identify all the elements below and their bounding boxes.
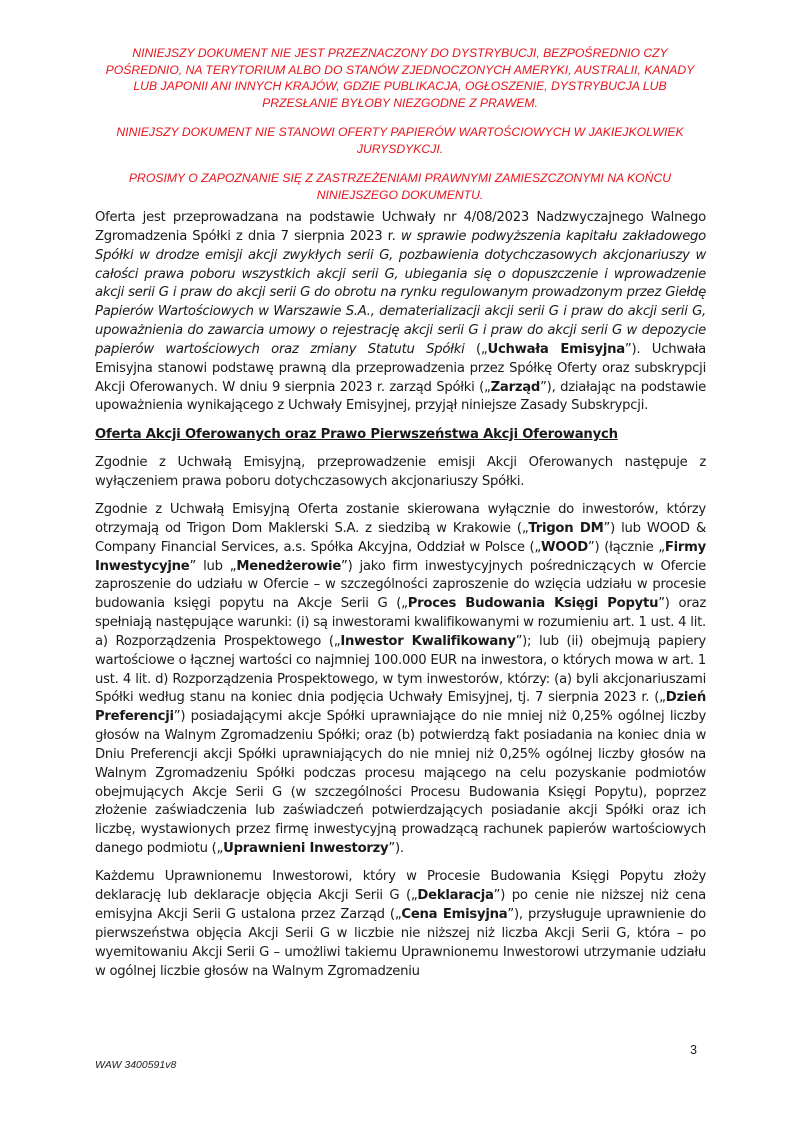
defined-term: Uprawnieni Inwestorzy bbox=[223, 841, 389, 857]
paragraph-priority-right: Każdemu Uprawnionemu Inwestorowi, który w Procesie Budowania Księgi Popytu złoży deklarację lub deklaracje objęcia Akcji Serii G („Deklaracja”) po cenie nie niższej niż cena emisyjna Akcji Serii G ustalona przez Zarząd („Cena Emisyjna”), przysługuje uprawnienie do pierwszeństwa objęcia Akcji Serii G w liczbie nie niższej niż liczba Akcji Serii G, która – po wyemitowaniu Akcji Serii G – umożliwi takiemu Uprawnionemu Inwestorowi utrzymanie udziału w ogólnej liczbie głosów na Walnym Zgromadzeniu bbox=[95, 869, 706, 979]
page-number: 3 bbox=[690, 1043, 697, 1057]
defined-term: Dzień Preferencji bbox=[95, 690, 706, 725]
defined-term: Cena Emisyjna bbox=[401, 907, 508, 923]
paragraph-resolution: Oferta jest przeprowadzana na podstawie Uchwały nr 4/08/2023 Nadzwyczajnego Walnego Zgromadzenia Spółki z dnia 7 sierpnia 2023 r. w sprawie podwyższenia kapitału zakładowego Spółki w drodze emisji akcji zwykłych serii G, pozbawienia dotychczasowych akcjonariuszy w całości prawa poboru wszystkich akcji serii G, ubiegania się o dopuszczenie i wprowadzenie akcji serii G i praw do akcji serii G do obrotu na rynku regulowanym prowadzonym przez Giełdę Papierów Wartościowych w Warszawie S.A., dematerializacji akcji serii G i praw do akcji serii G, upoważnienia do zawarcia umowy o rejestrację akcji serii G i praw do akcji serii G w depozycie papierów wartościowych oraz zmiany Statutu Spółki („Uchwała Emisyjna”). Uchwała Emisyjna stanowi podstawę prawną dla przeprowadzenia przez Spółkę Oferty oraz subskrypcji Akcji Oferowanych. W dniu 9 sierpnia 2023 r. zarząd Spółki („Zarząd”), działając na podstawie upoważnienia wynikającego z Uchwały Emisyjnej, przyjął niniejsze Zasady Subskrypcji. bbox=[95, 210, 707, 414]
defined-term: Firmy Inwestycyjne bbox=[95, 539, 706, 574]
resolution-title: w sprawie podwyższenia kapitału zakładowego Spółki w drodze emisji akcji zwykłych serii G, pozbawienia dotychczasowych akcjonariuszy w całości prawa poboru wszystkich akcji serii G, ubiegania się o dopuszczenie i wprowadzenie akcji serii G i praw do akcji serii G do obrotu na rynku regulowanym prowadzonym przez Giełdę Papierów Wartościowych w Warszawie S.A., dematerializacji akcji serii G i praw do akcji serii G, upoważnienia do zawarcia umowy o rejestrację akcji serii G i praw do akcji serii G w depozycie papierów wartościowych oraz zmiany Statutu Spółki bbox=[95, 228, 706, 357]
no-offer-notice: NINIEJSZY DOKUMENT NIE STANOWI OFERTY PAPIERÓW WARTOŚCIOWYCH W JAKIEJKOLWIEK JURYSDYKCJI. bbox=[116, 125, 684, 156]
defined-term: WOOD bbox=[540, 539, 588, 555]
paragraph-offer-addressees: Zgodnie z Uchwałą Emisyjną Oferta zostanie skierowana wyłącznie do inwestorów, którzy otrzymają od Trigon Dom Maklerski S.A. z siedzibą w Krakowie („Trigon DM”) lub WOOD & Company Financial Services, a.s. Spółka Akcyjna, Oddział w Polsce („WOOD”) (łącznie „Firmy Inwestycyjne” lub „Menedżerowie”) jako firm inwestycyjnych pośredniczących w Ofercie zaproszenie do udziału w Ofercie – w szczególności zaproszenie do wzięcia udziału w procesie budowania księgi popytu na Akcje Serii G („Proces Budowania Księgi Popytu”) oraz spełniają następujące warunki: (i) są inwestorami kwalifikowanymi w rozumieniu art. 1 ust. 4 lit. a) Rozporządzenia Prospektowego („Inwestor Kwalifikowany”); lub (ii) obejmują papiery wartościowe o łącznej wartości co najmniej 100.000 EUR na inwestora, o których mowa w art. 1 ust. 4 lit. d) Rozporządzenia Prospektowego, w tym inwestorów, którzy: (a) byli akcjonariuszami Spółki według stanu na koniec dnia podjęcia Uchwały Emisyjnej, tj. 7 sierpnia 2023 r. („Dzień Preferencji”) posiadającymi akcje Spółki uprawniające do nie mniej niż 0,25% ogólnej liczby głosów na Walnym Zgromadzeniu Spółki; oraz (b) potwierdzą fakt posiadania na koniec dnia w Dniu Preferencji akcji Spółki uprawniających do nie mniej niż 0,25% ogólnej liczby głosów na Walnym Zgromadzeniu Spółki podczas procesu mającego na celu pozyskanie podmiotów obejmujących Akcje Serii G (w szczególności Procesu Budowania Księgi Popytu), poprzez złożenie zaświadczenia lub zaświadczeń potwierdzających posiadanie akcji Spółki oraz ich liczbę, wystawionych przez firmę inwestycyjną prowadzącą rachunek papierów wartościowych danego podmiotu („Uprawnieni Inwestorzy”). bbox=[95, 501, 707, 857]
document-body bbox=[95, 209, 706, 991]
defined-term: Inwestor Kwalifikowany bbox=[340, 633, 516, 649]
paragraph-exclusion: Zgodnie z Uchwałą Emisyjną, przeprowadzenie emisji Akcji Oferowanych następuje z wyłączeniem prawa poboru dotychczasowych akcjonariuszy Spółki. bbox=[95, 454, 706, 489]
defined-term: Proces Budowania Księgi Popytu bbox=[407, 596, 659, 612]
defined-term: Uchwała Emisyjna bbox=[487, 341, 625, 357]
disclaimer-notice: PROSIMY O ZAPOZNANIE SIĘ Z ZASTRZEŻENIAMI PRAWNYMI ZAMIESZCZONYMI NA KOŃCU NINIEJSZEGO DOKUMENTU. bbox=[128, 171, 672, 202]
defined-term: Trigon DM bbox=[528, 520, 604, 536]
defined-term: Zarząd bbox=[490, 379, 541, 395]
defined-term: Deklaracja bbox=[417, 888, 494, 904]
document-id: WAW 3400591v8 bbox=[95, 1059, 177, 1071]
section-heading: Oferta Akcji Oferowanych oraz Prawo Pierwszeństwa Akcji Oferowanych bbox=[95, 426, 618, 442]
distribution-notice: NINIEJSZY DOKUMENT NIE JEST PRZEZNACZONY DO DYSTRYBUCJI, BEZPOŚREDNIO CZY POŚREDNIO, NA TERYTORIUM ALBO DO STANÓW ZJEDNOCZONYCH AMERYKI, AUSTRALII, KANADY LUB JAPONII ANI INNYCH KRAJÓW, GDZIE PUBLIKACJA, OGŁOSZENIE, DYSTRYBUCJA LUB PRZESŁANIE BYŁOBY NIEZGODNE Z PRAWEM. bbox=[105, 46, 695, 110]
defined-term: Menedżerowie bbox=[236, 558, 342, 574]
